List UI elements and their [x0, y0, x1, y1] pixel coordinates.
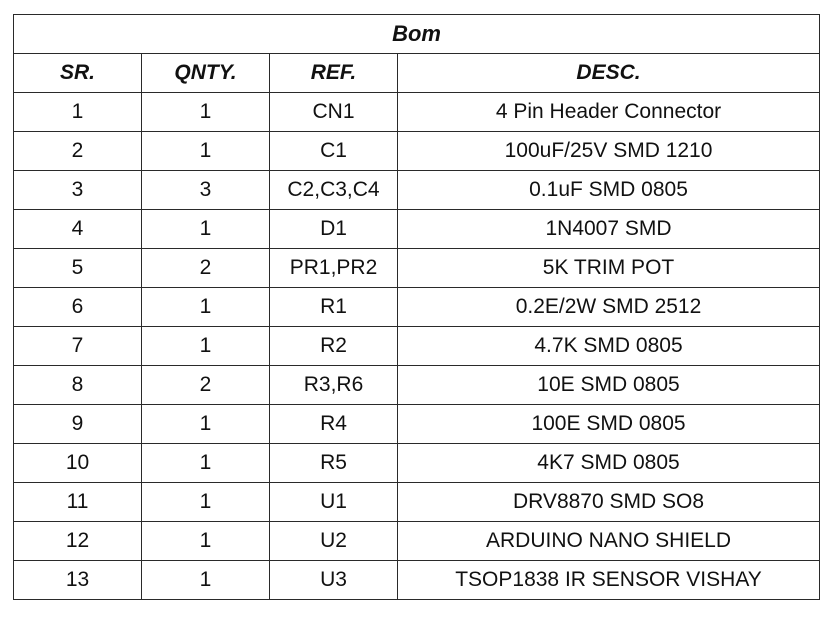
- table-row: [14, 366, 820, 405]
- cell-sr: 13: [14, 561, 142, 600]
- column-header-sr: SR.: [14, 54, 142, 93]
- cell-desc: 1N4007 SMD: [398, 210, 820, 249]
- cell-desc: 100uF/25V SMD 1210: [398, 132, 820, 171]
- table-title-row: [14, 15, 820, 54]
- cell-sr: 12: [14, 522, 142, 561]
- cell-qnty: 1: [142, 132, 270, 171]
- cell-qnty: 2: [142, 366, 270, 405]
- cell-desc: DRV8870 SMD SO8: [398, 483, 820, 522]
- cell-sr: 11: [14, 483, 142, 522]
- cell-desc: 5K TRIM POT: [398, 249, 820, 288]
- cell-qnty: 1: [142, 327, 270, 366]
- cell-desc: ARDUINO NANO SHIELD: [398, 522, 820, 561]
- table-header-row: [14, 54, 820, 93]
- cell-desc: 100E SMD 0805: [398, 405, 820, 444]
- cell-qnty: 1: [142, 210, 270, 249]
- cell-sr: 6: [14, 288, 142, 327]
- cell-qnty: 3: [142, 171, 270, 210]
- table-title: Bom: [14, 15, 820, 54]
- table-row: [14, 210, 820, 249]
- cell-qnty: 1: [142, 288, 270, 327]
- cell-ref: R4: [270, 405, 398, 444]
- cell-sr: 5: [14, 249, 142, 288]
- table-row: [14, 171, 820, 210]
- column-header-ref: REF.: [270, 54, 398, 93]
- cell-qnty: 1: [142, 561, 270, 600]
- cell-ref: PR1,PR2: [270, 249, 398, 288]
- cell-sr: 3: [14, 171, 142, 210]
- table-row: [14, 93, 820, 132]
- table-row: [14, 522, 820, 561]
- cell-desc: 4.7K SMD 0805: [398, 327, 820, 366]
- cell-desc: 0.1uF SMD 0805: [398, 171, 820, 210]
- table-body: [14, 93, 820, 600]
- column-header-desc: DESC.: [398, 54, 820, 93]
- cell-sr: 8: [14, 366, 142, 405]
- cell-ref: U3: [270, 561, 398, 600]
- cell-ref: R1: [270, 288, 398, 327]
- cell-sr: 10: [14, 444, 142, 483]
- cell-sr: 7: [14, 327, 142, 366]
- cell-desc: TSOP1838 IR SENSOR VISHAY: [398, 561, 820, 600]
- table-row: [14, 288, 820, 327]
- cell-ref: C1: [270, 132, 398, 171]
- cell-ref: D1: [270, 210, 398, 249]
- cell-desc: 0.2E/2W SMD 2512: [398, 288, 820, 327]
- cell-sr: 9: [14, 405, 142, 444]
- cell-desc: 4 Pin Header Connector: [398, 93, 820, 132]
- table-row: [14, 132, 820, 171]
- bom-table: [13, 14, 820, 600]
- cell-qnty: 1: [142, 483, 270, 522]
- table-row: [14, 444, 820, 483]
- cell-sr: 4: [14, 210, 142, 249]
- cell-qnty: 1: [142, 405, 270, 444]
- table-row: [14, 405, 820, 444]
- cell-ref: R5: [270, 444, 398, 483]
- cell-ref: U1: [270, 483, 398, 522]
- column-header-qnty: QNTY.: [142, 54, 270, 93]
- cell-ref: CN1: [270, 93, 398, 132]
- cell-ref: R3,R6: [270, 366, 398, 405]
- cell-ref: U2: [270, 522, 398, 561]
- table-row: [14, 327, 820, 366]
- table-row: [14, 483, 820, 522]
- cell-ref: C2,C3,C4: [270, 171, 398, 210]
- cell-sr: 1: [14, 93, 142, 132]
- cell-ref: R2: [270, 327, 398, 366]
- cell-desc: 4K7 SMD 0805: [398, 444, 820, 483]
- table-row: [14, 561, 820, 600]
- table-row: [14, 249, 820, 288]
- cell-sr: 2: [14, 132, 142, 171]
- cell-qnty: 1: [142, 522, 270, 561]
- cell-qnty: 1: [142, 444, 270, 483]
- cell-qnty: 2: [142, 249, 270, 288]
- cell-desc: 10E SMD 0805: [398, 366, 820, 405]
- cell-qnty: 1: [142, 93, 270, 132]
